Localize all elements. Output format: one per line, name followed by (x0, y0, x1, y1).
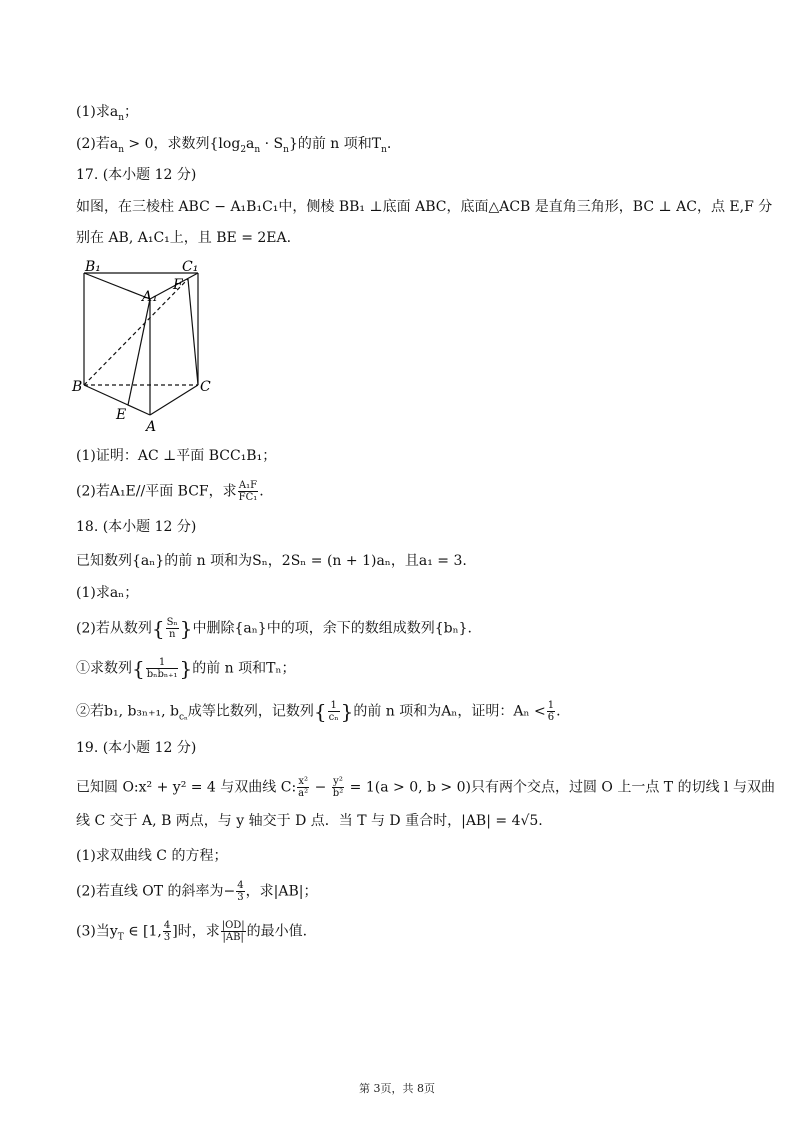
q18-header: 18. (本小题 12 分) (76, 519, 197, 535)
q18-sub2: ②若b₁, b₃ₙ₊₁, $b_{c_n}$成等比数列，记数列{ $\frac{1}{\text{cₙ}}$ }的前 n 项和为Aₙ，证明：Aₙ < $\frac{1}{6}$ . (76, 699, 561, 724)
q19-stem2: 线 C 交于 A, B 两点，与 y 轴交于 D 点．当 T 与 D 重合时，|AB| = 4√5. (76, 813, 543, 829)
q18-stem: 已知数列{aₙ}的前 n 项和为Sₙ，2Sₙ = (n + 1)aₙ，且a₁ = 3. (76, 553, 467, 569)
q18-sub1: ①求数列{ $\frac{1}{\text{bₙbₙ₊₁}}$ }的前 n 项和Tₙ； (76, 656, 296, 681)
q19-stem1: 已知圆 O:x² + y² = 4 与双曲线 C: $\frac{\text{x²}}{\text{a²}}$ − $\frac{\text{y²}}{\text{b²}}$ = 1(a > 0, b > 0)只有两个交点，过圆 O 上一点 T 的切线 l 与双曲 (76, 776, 775, 799)
label-a1: A₁ (142, 289, 158, 305)
label-f: F (173, 277, 183, 293)
edge-b1a1 (84, 273, 150, 299)
q19-header: 19. (本小题 12 分) (76, 740, 197, 756)
label-b1: B₁ (85, 259, 101, 275)
q19-part1: (1)求双曲线 C 的方程； (76, 848, 228, 864)
q18-part2: (2)若从数列{ $\frac{\text{Sₙ}}{n}$ }中删除{aₙ}中的项，余下的数组成数列{bₙ}. (76, 616, 473, 641)
q17-stem-line1: 如图，在三棱柱 ABC − A₁B₁C₁中，侧棱 BB₁ ⊥底面 ABC，底面△ACB 是直角三角形，BC ⊥ AC，点 E,F 分 (76, 199, 773, 215)
edge-ac (150, 385, 198, 415)
q16-part2: (2)若$a_n > 0$，求数列$\{\log_2a_n \cdot S_n\}$的前 n 项和$T_n$. (76, 136, 392, 155)
q17-part1: (1)证明：AC ⊥平面 BCC₁B₁； (76, 448, 277, 464)
q19-part2: (2)若直线 OT 的斜率为− $\frac{4}{3}$ ，求|AB|； (76, 880, 318, 903)
q18-part1: (1)求aₙ； (76, 585, 139, 601)
label-a: A (146, 419, 157, 435)
q16-part1: (1)求$a_n$； (76, 104, 138, 123)
segment-ea1 (128, 299, 150, 405)
segment-fc (188, 279, 198, 385)
q19-part3: (3)当$y_T$ ∈ [1, $\frac{4}{3}$ ]时，求 $\frac{|OD|}{|AB|}$ 的最小值. (76, 920, 308, 943)
q17-part2: (2)若A₁E//平面 BCF，求 $\frac{\text{A₁F}}{\text{FC₁}}$ . (76, 480, 264, 503)
label-c: C (200, 379, 211, 395)
label-b: B (72, 379, 83, 395)
label-e: E (116, 407, 127, 423)
label-c1: C₁ (182, 259, 199, 275)
q17-stem-line2: 别在 AB, A₁C₁上，且 BE = 2EA. (76, 230, 292, 246)
q17-header: 17. (本小题 12 分) (76, 167, 197, 183)
page-footer: 第 3页，共 8页 (359, 1082, 435, 1095)
prism-figure (70, 255, 220, 435)
